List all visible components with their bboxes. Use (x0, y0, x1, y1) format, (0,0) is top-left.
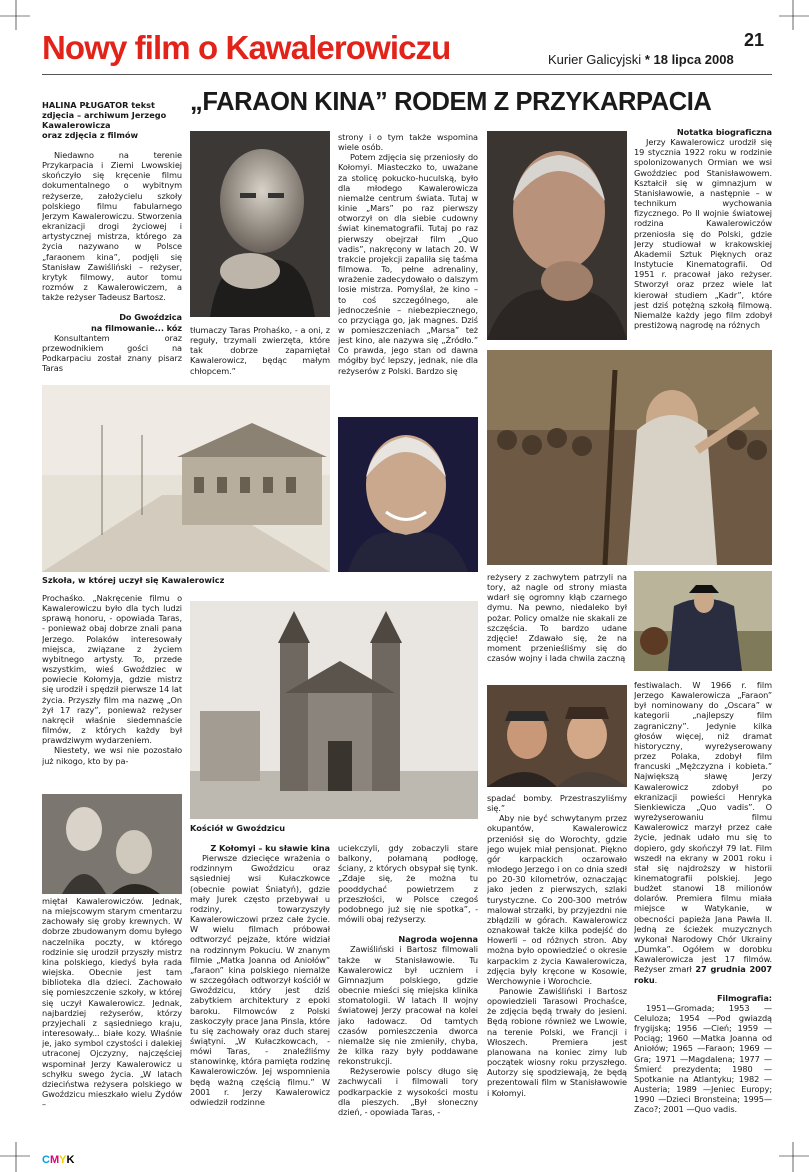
publication-line (548, 52, 734, 68)
portrait-photo-kawalerowicz-2 (338, 417, 478, 572)
publication-name: Kurier Galicyjski (548, 52, 642, 67)
page-number: 21 (744, 30, 765, 50)
crop-mark-bottom-left (0, 1142, 30, 1172)
article-col1-top: Niedawno na terenie Przykarpacia i Ziemi Lwowskiej skończyło się kręcenie filmu dokumentalnego o wybitnym reżyserze, założycielu szkoły polskiego filmu fabularnego Jerzym Kawalerowiczu. Stworzenia ekranizacji drogi życiowej i artystycznej mistrza, którego za życia nazywano w Polsce „faraonem kina”, podjęli się Stanisław Zawiśliński – reżyser, krytyk filmowy, autor tomu rozmów z Kawalerowiczem, a także reżyser Tadeusz Bartosz. Do Gwoździca na filmowanie... kóz Konsultantem oraz przewodnikiem gości na Podkarpaciu został znany pisarz Taras (42, 150, 182, 374)
article-col1-mid: Prochaśko. „Nakręcenie filmu o Kawalerowiczu było dla tych ludzi sprawą honoru, - opowiada Taras, - ponieważ obaj dobrze znali pana Jerzego. Polaków interesowały miejsca, związane z życiem wybitnego artysty. To, przede wszystkim, wieś Gwoździec w powiecie Kołomyja, gdzie mistrz się urodził i spędził pierwsze 14 lat życia. Przyszły film ma nazwę „On żył 17 razy”, ponieważ reżyser nakręcił właśnie siedemnaście filmów, z których każdy był prawdziwym wydarzeniem. Niestety, we wsi nie pozostało już nikogo, kto by pa- (42, 593, 182, 766)
note-title: Notatka biograficzna (676, 127, 772, 137)
article-col5-bottom: festiwalach. W 1966 r. film Jerzego Kawalerowicza „Faraon” był nominowany do „Oscara” w kategorii „najlepszy film zagraniczny”. Jedynie kilka głosów więcej, niż dramat historyczny, wyreżyserowany przez Polaka, zdobył film francuski „Mężczyzna i kobieta.” Największą sławę Jerzy Kawalerowicz zdobył po ekranizacji powieści Henryka Sienkiewicza „Quo vadis”. O wyreżyserowaniu filmu Kawalerowicz marzył przez całe życie, jednak udało mu się to dopiero, gdy skończył 79 lat. Film wszedł na ekrany w 2001 roku i stał się najdroższy w historii kinematografii polskiej. Jego budżet stanowi 18 milionów dolarów. Premiera filmu miała miejsce w Watykanie, w obecności papieża Jana Pawła II. Jedną ze ścieżek muzycznych wykonał Narodowy Chór Ukrainy „Dumka”. Ogółem w dorobku Kawalerowicza jest 17 filmów. Reżyser zmarł 27 grudnia 2007 roku. Filmografia: 1951—Gromada; 1953 — Celuloza; 1954 —Pod gwiazdą frygijską; 1956 —Cień; 1959 — Pociąg; 1960 —Matka Joanna od Aniołów; 1965 —Faraon; 1969 —Gra; 1971 —Magdalena; 1977 —Śmierć prezydenta; 1980 —Spotkanie na Atlantyku; 1982 —Austeria; 1989 —Jeniec Europy; 1990 —Dzieci Bronsteina; 1995—Zaco?; 2001 —Quo vadis. (634, 680, 772, 1115)
napoleon-scene-photo (634, 571, 772, 671)
film-scene-photo (487, 350, 772, 565)
church-photo (190, 601, 478, 819)
subhead-war-award: Nagroda wojenna (398, 934, 478, 945)
portrait-photo-kawalerowicz-1 (190, 131, 330, 317)
biography-note: Notatka biograficzna Jerzy Kawalerowicz urodził się 19 stycznia 1922 roku w rodzinie spolonizowanych Ormian we wsi Gwoździec pod Stanisławowem. Kształcił się w gimnazjum w Stanisławowie, a następnie – w technikum wychowania fizycznego. Po II wojnie światowej rodzina Kawalerowiczów przeniosła się do Polski, gdzie Jerzy studiował w krakowskiej Akademii Sztuk Pięknych oraz Instytucie Kinematografii. Od 1951 r. pracował jako reżyser. Stworzył oraz przez wiele lat kierował studiem „Kadr”, które jest dziś potężną szkołą filmową. Niemalże każdy jego film zdobył prestiżową nagrodę na różnych (634, 127, 772, 330)
caption-school: Szkoła, w której uczył się Kawalerowicz (42, 575, 225, 585)
crop-mark-top-left (0, 0, 30, 30)
article-col4-bottom: spadać bomby. Przestraszyliśmy się.” Aby nie być schwytanym przez okupantów, Kawalerowicz przeniósł się do Worochty, gdzie jego wujek miał pensjonat. Piękno gór karpackich oczarowało młodego Jerzego i on co dnia szedł po 20-30 kilometrów, oznaczając jako jeden z pierwszych, szlaki turystyczne. Co 200-300 metrów malował strzałki, by przyjezdni nie zbłądzili w górach. Kawalerowicz oznakował także kilka podejść do Howerli – od różnych stron. Aby można było opowiedzieć o okresie karpackim z życia Kawalerowicza, zdjęcia były kręcone w Kosowie, Werchowynie i Worochcie. Panowie Zawiśliński i Bartosz opowiedzieli Tarasowi Prochaśce, że zdjęcia będą trwały do jesieni. Będą robione również we Lwowie, na terenie Polski, we Francji i Włoszech. Premiera jest planowana na koniec zimy lub początek wiosny roku przyszłego. Autorzy się spodziewają, że będą prezentowali film w Stanisławowie i Kołomyi. (487, 793, 627, 1098)
article-col4-mid: reżysery z zachwytem patrzyli na tory, aż nagle od strony miasta wdarł się ogromny kłąb czarnego dymu. Na pewno, niedaleko był pożar. Policy omalże nie skakali ze szczęścia. To bardzo udane zdjęcie! Zdawało się, że na moment przenieśliśmy się do czasów wojny i lada chwila zaczną (487, 572, 627, 664)
family-photo (42, 794, 182, 894)
headline: „FARAON KINA” RODEM Z PRZYKARPACIA (190, 88, 712, 116)
byline: HALINA PŁUGATOR tekst zdjęcia – archiwum Jerzego Kawalerowicza oraz zdjęcia z filmów (42, 100, 167, 140)
filmography-list: 1951—Gromada; 1953 — Celuloza; 1954 —Pod gwiazdą frygijską; 1956 —Cień; 1959 — Pociąg; 1960 —Matka Joanna od Aniołów; 1965 —Faraon; 1969 —Gra; 1971 —Magdalena; 1977 —Śmierć prezydenta; 1980 —Spotkanie na Atlantyku; 1982 —Austeria; 1989 —Jeniec Europy; 1990 —Dzieci Bronsteina; 1995—Zaco?; 2001 —Quo vadis. (634, 1002, 772, 1115)
article-col3-bottom: uciekczyli, gdy zobaczyli stare balkony, połamaną podłogę, ściany, z których obsypał się tynk. „Zdaje się, że można tu pooddychać powietrzem z przeszłości, w Polsce czegoś podobnego już się nie spotka”, - mówili obaj reżyserzy. Nagroda wojenna Zawiśliński i Bartosz filmowali także w Stanisławowie. Tu Kawalerowicz był uczniem i Gimnazjum polskiego, gdzie obecnie mieści się miejska klinika stomatologii. W latach II wojny światowej Jerzy pracował na kolei jako ładowacz. Od tamtych czasów pomieszczenia dworca niemalże się nie zmieniły, chyba, że kilka razy były poddawane rekonstrukcji. Reżyserowie polscy długo się zachwycali i filmowali tory podkarpackie z wysokości mostu dla pieszych. „Był słoneczny dzień, - opowiada Taras, - (338, 843, 478, 1117)
section-title: Nowy film o Kawalerowiczu (42, 29, 451, 66)
article-col3-top: strony i o tym także wspomina wiele osób. Potem zdjęcia się przeniosły do Kołomyi. Miasteczko to, uważane za stolicę pokucko-huculską, było dla młodego Kawalerowicza niemalże centrum świata. Tutaj w kinie „Mars” po raz pierwszy otworzył on dla siebie cudowny świat kinematografii. Tutaj po raz pierwszy obejrzał film „Quo vadis”, nakręcony w latach 20. W trakcie projekcji zapaliła się taśma filmowa. To, pełne adrenaliny, wrażenie zadecydowało o dalszym losie mistrza. Pomyślał, że kino – to coś szczególnego, ale jednocześnie – niebezpiecznego, co przyciąga go, jak magnes. Dziś w pomieszczeniach „Marsa” też jest kino, ale nazywa się „Źródło.” Co prawda, jego stan od dawna mógłby być lepszy, jednak, nie dla reżyserów z Polski. Bardzo się (338, 132, 478, 376)
filmography-title: Filmografia: (717, 992, 772, 1003)
crop-mark-top-right (779, 0, 809, 30)
article-col2-top: tłumaczy Taras Prohaśko, - a oni, z reguły, trzymali zwierzęta, które tak dobrze zapamiętał Kawalerowicz, będąc małym chłopcem.” (190, 325, 330, 376)
header-rule (42, 74, 772, 75)
cmyk-mark: CMYK (42, 1154, 75, 1166)
article-col1-bottom: miętał Kawalerowiczów. Jednak, na miejscowym starym cmentarzu zachowały się groby krewnych. W dobrze zbudowanym domu byłego naczelnika poczty, w którego rodzinie się urodził przyszły mistrz kina polskiego, kiedyś była rada wiejska. Obecnie jest tam biblioteka dla dzieci. Zachowało się pomieszczenie szkoły, w której się uczył Kawalerowicz. Jednak, najbardziej reżyserów, którzy przyjechali z sąsiedniego kraju, interesowały... białe kozy. Właśnie je, jako symbol czystości i dalekiej utraconej Ojczyzny, najczęściej wspominał Jerzy Kawalerowicz u schyłku swego życia. „W latach dzieciństwa reżysera polskiego w Gwoździcu mieszkało wielu Żydów – (42, 896, 182, 1110)
portrait-photo-kawalerowicz-3 (487, 131, 627, 340)
caption-church: Kościół w Gwoździcu (190, 823, 286, 833)
separator-star: * (644, 52, 650, 67)
article-col2-bottom: Z Kołomyi – ku sławie kina Pierwsze dziecięce wrażenia o rodzinnym Gwoździcu oraz sąsiedniej wsi Kułaczkowce (obecnie powiat Śniatyń), gdzie mały Jurek często przebywał u rodziny, towarzyszyły Kawalerowiczowi przez całe życie. W wielu filmach próbował odtworzyć pejzaże, które widział na rodzinnym Pokuciu. W znanym filmie „Matka Joanna od Aniołów” „faraon” kina polskiego niemalże w szczegółach odtworzył kościół w Gwoździcu, który jest dziś zabytkiem architektury z epoki baroku. Filmowców z Polski zaskoczyły prace Jana Pinsla, które tu się zachowały oraz duch starej świątyni. „W Kułaczkowcach, - mówi Taras, - znaleźliśmy stanowinkę, która pamięta rodzinę Kawalerowiczów. Jej wspomnienia będą ważną częścią filmu.” W 2001 r. Jerzy Kawalerowicz odwiedził rodzinne (190, 843, 330, 1107)
subhead-goats: Do Gwoździca na filmowanie... kóz (90, 312, 182, 333)
school-photo (42, 385, 330, 572)
crop-mark-bottom-right (779, 1142, 809, 1172)
issue-date: 18 lipca 2008 (653, 52, 734, 67)
subhead-kolomyja: Z Kołomyi – ku sławie kina (210, 843, 330, 853)
film-characters-photo (487, 685, 627, 787)
